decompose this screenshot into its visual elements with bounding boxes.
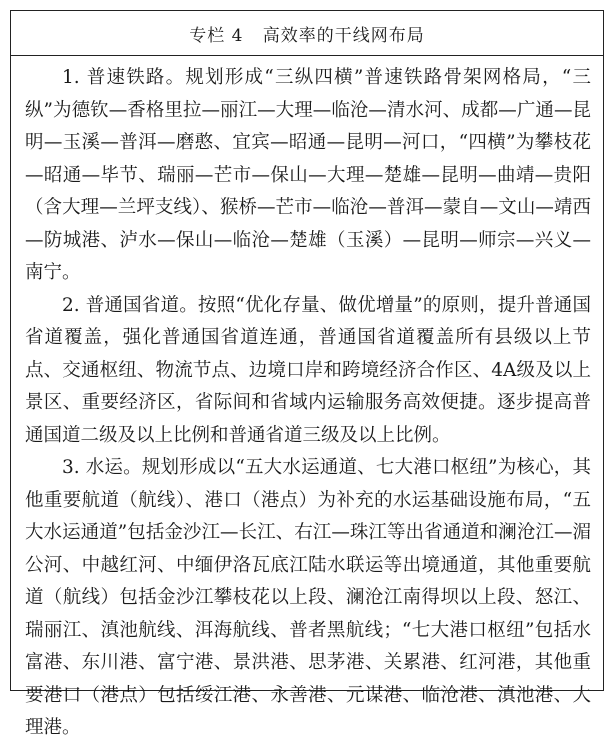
column-box (10, 10, 604, 738)
column-title-row (11, 11, 603, 56)
section-national-provincial-roads: 2. 普通国省道。按照“优化存量、做优增量”的原则，提升普通国省道覆盖，强化普通国省道连通，普通国省道覆盖所有县级以上节点、交通枢纽、物流节点、边境口岸和跨境经济合作区、4A级及以上景区、重要经济区，省际间和省域内运输服务高效便捷。逐步提高普通国道二级及以上比例和普通省道三级及以上比例。 (25, 294, 591, 446)
column-title: 专栏 4 高效率的干线网布局 (189, 25, 425, 46)
column-content (11, 56, 603, 745)
section-railway: 1. 普速铁路。规划形成“三纵四横”普速铁路骨架网格局，“三纵”为德钦—香格里拉—丽江—大理—临沧—清水河、成都—广通—昆明—玉溪—普洱—磨憨、宜宾—昭通—昆明—河口，“四横”为攀枝花—昭通—毕节、瑞丽—芒市—保山—大理—楚雄—昆明—曲靖—贵阳（含大理—兰坪支线）、猴桥—芒市—临沧—普洱—蒙自—文山—靖西—防城港、泸水—保山—临沧—楚雄（玉溪）—昆明—师宗—兴义—南宁。 (25, 67, 591, 283)
section-waterway: 3. 水运。规划形成以“五大水运通道、七大港口枢纽”为核心，其他重要航道（航线）、港口（港点）为补充的水运基础设施布局，“五大水运通道”包括金沙江—长江、右江—珠江等出省通道和澜沧江—湄公河、中越红河、中缅伊洛瓦底江陆水联运等出境通道，其他重要航道（航线）包括金沙江攀枝花以上段、澜沧江南得坝以上段、怒江、瑞丽江、滇池航线、洱海航线、普者黑航线；“七大港口枢纽”包括水富港、东川港、富宁港、景洪港、思茅港、关累港、红河港，其他重要港口（港点）包括绥江港、永善港、元谋港、临沧港、滇池港、大理港。 (25, 457, 591, 738)
